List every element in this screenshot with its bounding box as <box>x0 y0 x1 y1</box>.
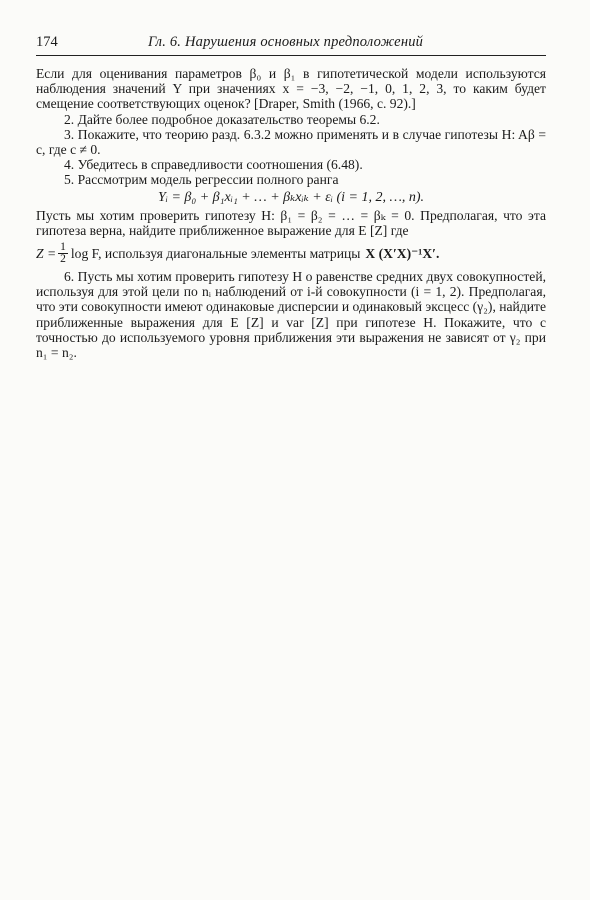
fraction-numerator: 1 <box>60 241 66 254</box>
one-half-fraction <box>58 242 68 265</box>
exercise-5-hypothesis: Пусть мы хотим проверить гипотезу H: β₁ = β₂ = … = βₖ = 0. Предполагая, что эта гипотеза верна, найдите приближенное выражение для E [Z] где <box>36 207 546 238</box>
exercise-5: 5. Рассмотрим модель регрессии полного ранга <box>64 172 339 188</box>
page-body <box>36 66 546 360</box>
exercise-1-continuation: Если для оценивания параметров β₀ и β₁ в гипотетической модели используются наблюдения значений Y при значениях x = −3, −2, −1, 0, 1, 2, 3, то каким будет смещение соответствующих оценок? [Draper, Smith (1966, с. 92).] <box>36 66 546 112</box>
z-symbol: Z = <box>36 245 57 261</box>
running-head: Гл. 6. Нарушения основных предположений <box>148 34 424 50</box>
exercise-2: 2. Дайте более подробное доказательство теоремы 6.2. <box>64 111 380 127</box>
page-header <box>36 34 546 54</box>
hat-matrix: X (X′X)⁻¹X′. <box>365 245 440 261</box>
fraction-denominator: 2 <box>60 253 66 266</box>
exercise-4: 4. Убедитесь в справедливости соотношения (6.48). <box>64 157 363 173</box>
exercise-6: 6. Пусть мы хотим проверить гипотезу H о равенстве средних двух совокупностей, используя для этой цели по nᵢ наблюдений от i-й совокупности (i = 1, 2). Предполагая, что эти совокупности имеют одинаковые дисперсии и одинаковый эксцесс (γ₂), найдите приближенные выражения для E [Z] и var [Z] при гипотезе H. Покажите, что с точностью до используемого уровня приближения эти выражения не зависят от γ₂ при n₁ = n₂. <box>36 269 546 361</box>
header-rule <box>36 55 546 56</box>
z-definition-text: log F, используя диагональные элементы матрицы <box>70 245 361 261</box>
exercise-3: 3. Покажите, что теорию разд. 6.3.2 можно применять и в случае гипотезы H: Aβ = c, где c ≠ 0. <box>36 126 546 158</box>
page-number: 174 <box>36 34 58 50</box>
regression-equation: Yᵢ = β₀ + β₁xᵢ₁ + … + βₖxᵢₖ + εᵢ (i = 1, 2, …, n). <box>157 189 425 205</box>
z-definition-line <box>36 242 546 265</box>
